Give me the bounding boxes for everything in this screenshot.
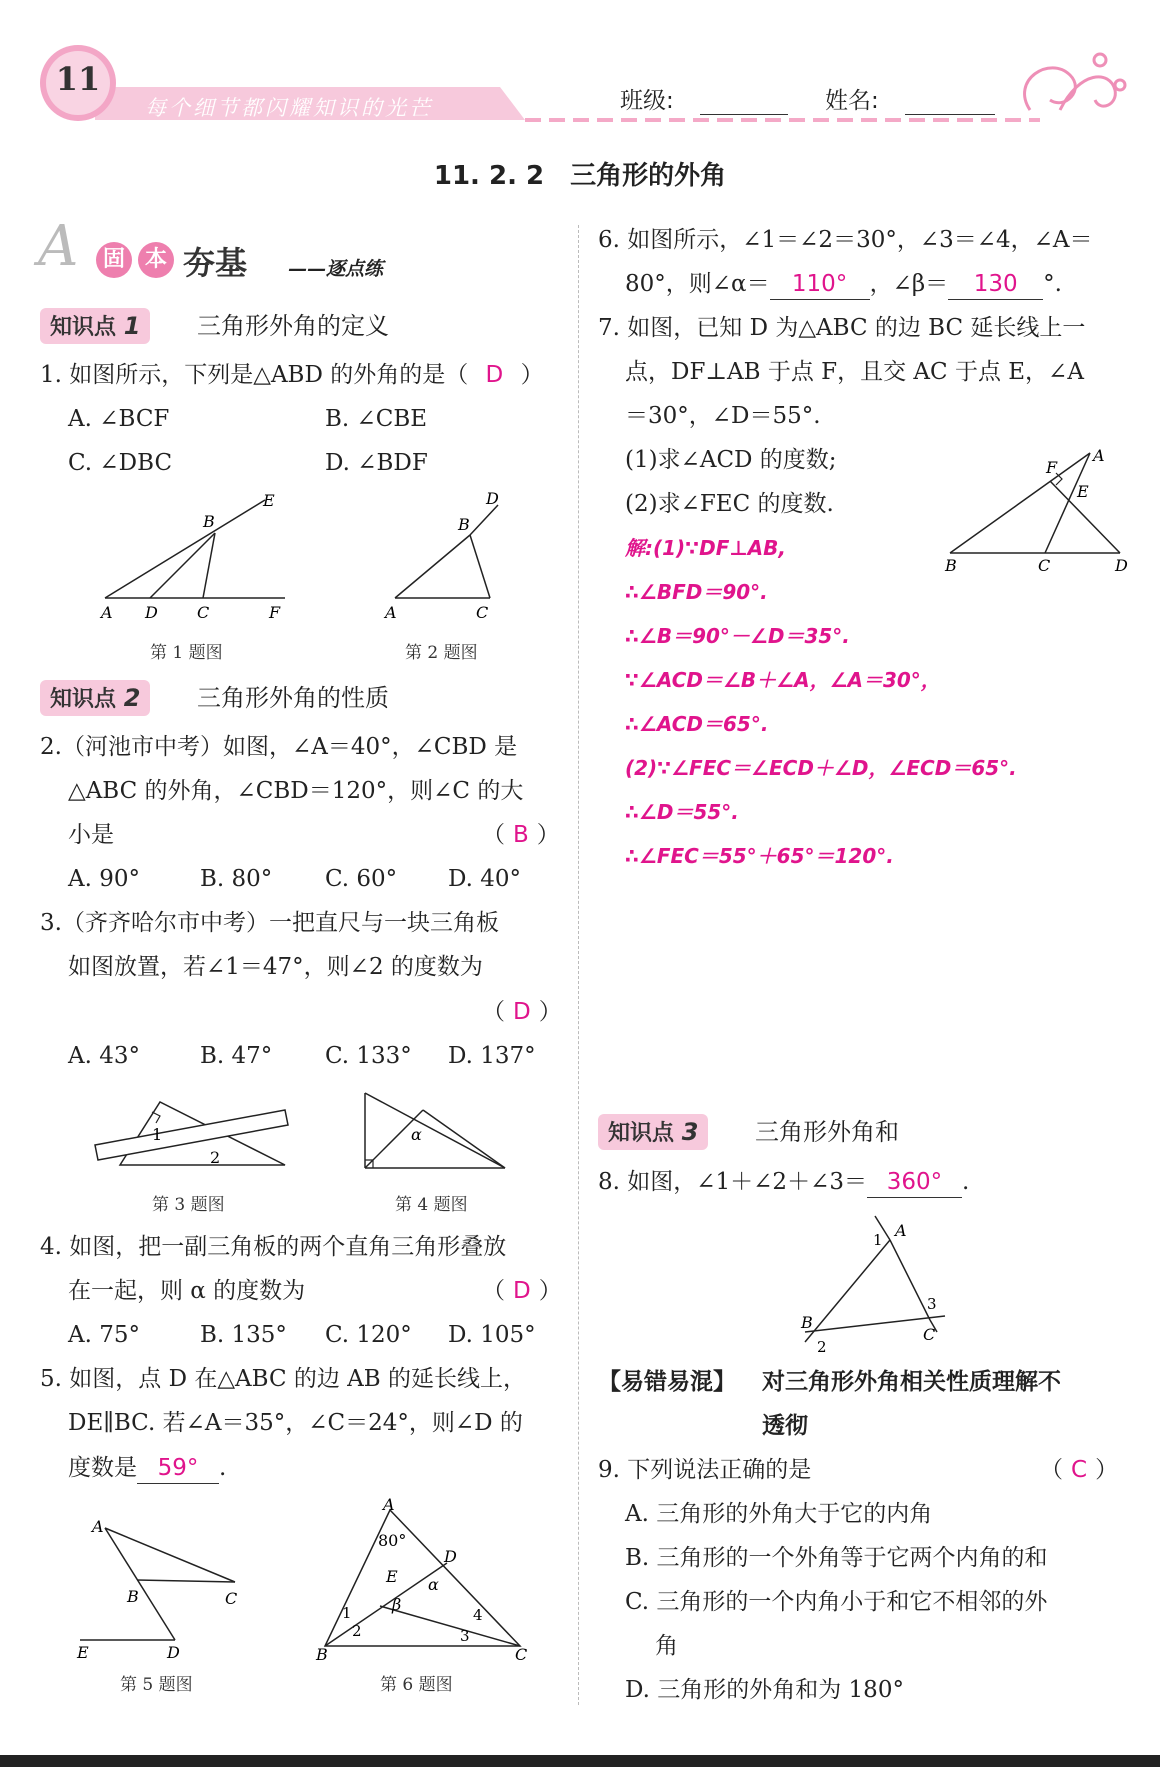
fig8-label-1: 1: [873, 1231, 883, 1249]
q2-option-b: B. 80°: [200, 866, 273, 892]
q4-answer-box: （ D ）: [482, 1278, 562, 1304]
q4-option-b: B. 135°: [200, 1322, 287, 1348]
kp1-title: 三角形外角的定义: [197, 312, 389, 340]
q7-sub1: (1)求∠ACD 的度数;: [625, 447, 837, 473]
q3-option-b: B. 47°: [200, 1043, 273, 1069]
q1-option-d: D. ∠BDF: [325, 450, 428, 476]
fig5-label-c: C: [225, 1589, 238, 1608]
mistake-tag: 【易错易混】: [598, 1369, 736, 1395]
fig3-caption: 第 3 题图: [152, 1195, 225, 1215]
fig6-label-c: C: [515, 1645, 528, 1663]
q4-line1: 4. 如图，把一副三角板的两个直角三角形叠放: [40, 1234, 507, 1260]
section-title: 11. 2. 2 三角形的外角: [433, 161, 727, 191]
q2-line3: 小是: [68, 822, 114, 848]
figure-8: [795, 1212, 955, 1352]
bottom-band: [0, 1755, 1160, 1767]
fig6-label-e: E: [386, 1567, 398, 1586]
fig1-label-e: E: [263, 491, 275, 510]
section-banner: [38, 214, 458, 292]
kp-number: 1: [123, 312, 141, 340]
q9-stem: 9. 下列说法正确的是: [598, 1457, 812, 1483]
page-number: 11: [55, 60, 101, 98]
q9-option-d: D. 三角形的外角和为 180°: [625, 1677, 904, 1703]
name-label: 姓名:: [825, 88, 879, 114]
fig6-label-80: 80°: [378, 1531, 407, 1550]
q5-answer: 59°: [137, 1453, 219, 1484]
q7-solution-line-6: (2)∵∠FEC＝∠ECD＋∠D，∠ECD＝65°.: [625, 756, 1017, 780]
figure-7: [940, 445, 1130, 575]
q6-answer-beta: 130: [948, 269, 1043, 300]
fig1-label-d: D: [145, 603, 158, 622]
fig6-label-2: 2: [352, 1622, 362, 1640]
q4-option-c: C. 120°: [325, 1322, 412, 1348]
mistake-title-line2: 透彻: [762, 1413, 808, 1439]
q7-solution-line-8: ∴∠FEC＝55°＋65°＝120°.: [625, 844, 894, 868]
q7-solution-line-5: ∴∠ACD＝65°.: [625, 712, 769, 736]
q2-answer-box: （ B ）: [482, 822, 560, 848]
q7-solution-line-4: ∵∠ACD＝∠B＋∠A，∠A＝30°，: [625, 668, 941, 692]
q3-line1: 3.（齐齐哈尔市中考）一把直尺与一块三角板: [40, 910, 499, 936]
q4-option-a: A. 75°: [68, 1322, 140, 1348]
banner-text: 夯基: [183, 244, 248, 282]
figure-5: [75, 1510, 250, 1660]
q7-solution-line-3: ∴∠B＝90°－∠D＝35°.: [625, 624, 850, 648]
q3-option-d: D. 137°: [448, 1043, 536, 1069]
q9-option-c-cont: 角: [655, 1633, 678, 1659]
q6-line1: 6. 如图所示，∠1＝∠2＝30°，∠3＝∠4，∠A＝: [598, 227, 1093, 253]
q1-option-b: B. ∠CBE: [325, 406, 428, 432]
q7-line3: ＝30°，∠D＝55°.: [625, 403, 821, 429]
knowledge-point-1-badge: [40, 308, 150, 344]
fig2-caption: 第 2 题图: [405, 643, 478, 663]
kp3-title: 三角形外角和: [755, 1118, 899, 1146]
figure-6: [310, 1498, 535, 1663]
fig5-label-b: B: [127, 1587, 139, 1606]
fig8-label-c: C: [923, 1325, 936, 1344]
fig3-label-1: 1: [152, 1125, 163, 1144]
q2-option-d: D. 40°: [448, 866, 522, 892]
class-field[interactable]: [700, 114, 788, 115]
header-motto: 每个细节都闪耀知识的光芒: [145, 96, 433, 120]
q9-option-a: A. 三角形的外角大于它的内角: [625, 1501, 933, 1527]
q3-option-a: A. 43°: [68, 1043, 140, 1069]
fig6-label-4: 4: [473, 1606, 483, 1624]
q3-option-c: C. 133°: [325, 1043, 412, 1069]
q1-stem: 1. 如图所示，下列是△ABD 的外角的是（ D ）: [40, 362, 544, 388]
fig8-label-3: 3: [927, 1295, 937, 1313]
fig6-label-3: 3: [460, 1627, 470, 1645]
q5-line1: 5. 如图，点 D 在△ABC 的边 AB 的延长线上，: [40, 1366, 526, 1392]
fig7-label-a: A: [1093, 446, 1105, 465]
fig6-label-1: 1: [342, 1604, 352, 1622]
q2-option-c: C. 60°: [325, 866, 398, 892]
mistake-title-line1: 对三角形外角相关性质理解不: [762, 1369, 1061, 1395]
q7-line2: 点，DF⊥AB 于点 F，且交 AC 于点 E，∠A: [625, 359, 1084, 385]
kp-label: 知识点: [50, 315, 117, 340]
q9-option-c: C. 三角形的一个内角小于和它不相邻的外: [625, 1589, 1048, 1615]
fig6-label-a: A: [383, 1498, 395, 1514]
knowledge-point-3-badge: 知识点 3: [598, 1114, 708, 1150]
fig5-label-d: D: [167, 1643, 180, 1660]
fig6-label-beta: β: [392, 1595, 402, 1614]
q2-answer: B: [513, 822, 529, 848]
figure-4: [355, 1088, 515, 1173]
knowledge-point-2-badge: 知识点 2: [40, 680, 150, 716]
fig7-label-d: D: [1115, 556, 1128, 575]
q1-answer: D: [485, 362, 504, 388]
flourish-icon: [1025, 54, 1125, 110]
header: [0, 40, 1160, 130]
figure-2: [380, 490, 520, 625]
fig6-caption: 第 6 题图: [380, 1675, 453, 1695]
q7-line1: 7. 如图，已知 D 为△ABC 的边 BC 延长线上一: [598, 315, 1086, 341]
fig6-label-alpha: α: [428, 1575, 439, 1594]
banner-char-2: 本: [138, 242, 174, 278]
q8-answer: 360°: [867, 1167, 962, 1198]
fig7-label-f: F: [1046, 458, 1058, 477]
q2-option-a: A. 90°: [68, 866, 140, 892]
fig1-label-c: C: [197, 603, 210, 622]
fig1-caption: 第 1 题图: [150, 643, 223, 663]
fig2-label-c: C: [476, 603, 489, 622]
q4-option-d: D. 105°: [448, 1322, 536, 1348]
fig7-label-c: C: [1038, 556, 1051, 575]
banner-sub: ——逐点练: [288, 258, 384, 280]
figure-1: [95, 490, 295, 625]
kp2-title: 三角形外角的性质: [197, 684, 389, 712]
q5-line2: DE∥BC. 若∠A＝35°，∠C＝24°，则∠D 的: [68, 1410, 523, 1436]
fig1-label-b: B: [203, 512, 215, 531]
fig8-label-a: A: [895, 1221, 907, 1240]
fig2-label-d: D: [486, 490, 499, 508]
q9-answer: C: [1071, 1457, 1088, 1483]
q4-answer: D: [513, 1278, 531, 1304]
q3-answer: D: [513, 999, 531, 1025]
q7-solution-line-1: 解:(1)∵DF⊥AB,: [625, 536, 786, 560]
q3-answer-box: （ D ）: [482, 999, 562, 1025]
q8-stem: 8. 如图，∠1＋∠2＋∠3＝ 360° .: [598, 1160, 969, 1204]
fig4-caption: 第 4 题图: [395, 1195, 468, 1215]
q7-solution-line-2: ∴∠BFD＝90°.: [625, 580, 768, 604]
q2-line2: △ABC 的外角，∠CBD＝120°，则∠C 的大: [68, 778, 524, 804]
q7-sub2: (2)求∠FEC 的度数.: [625, 491, 834, 517]
fig5-label-e: E: [77, 1643, 89, 1660]
q6-answer-alpha: 110°: [770, 269, 870, 300]
name-field[interactable]: [905, 114, 995, 115]
q7-solution-line-7: ∴∠D＝55°.: [625, 800, 739, 824]
q5-line3: 度数是 59° .: [68, 1446, 226, 1490]
fig6-label-b: B: [316, 1645, 328, 1663]
fig8-label-2: 2: [817, 1338, 827, 1352]
fig1-label-f: F: [269, 603, 281, 622]
fig5-label-a: A: [92, 1517, 104, 1536]
q6-line2: 80°，则∠α＝ 110° ，∠β＝ 130 °.: [625, 262, 1062, 306]
q4-line2: 在一起，则 α 的度数为: [68, 1278, 306, 1304]
fig7-label-e: E: [1077, 482, 1089, 501]
q1-option-a: A. ∠BCF: [68, 406, 170, 432]
fig1-label-a: A: [101, 603, 113, 622]
q2-line1: 2.（河池市中考）如图，∠A＝40°，∠CBD 是: [40, 734, 518, 760]
q1-option-c: C. ∠DBC: [68, 450, 173, 476]
q9-option-b: B. 三角形的一个外角等于它两个内角的和: [625, 1545, 1048, 1571]
fig2-label-a: A: [385, 603, 397, 622]
fig6-label-d: D: [444, 1547, 457, 1566]
figure-3: [90, 1090, 295, 1170]
fig7-label-b: B: [945, 556, 957, 575]
banner-letter: A: [38, 214, 79, 279]
fig2-label-b: B: [458, 515, 470, 534]
banner-char-1: 固: [96, 242, 132, 278]
q3-line2: 如图放置，若∠1＝47°，则∠2 的度数为: [68, 954, 483, 980]
fig5-caption: 第 5 题图: [120, 1675, 193, 1695]
column-divider: [578, 225, 579, 1705]
q9-answer-box: （ C ）: [1040, 1457, 1119, 1483]
class-label: 班级:: [620, 88, 674, 114]
fig4-label-alpha: α: [411, 1125, 422, 1144]
fig3-label-2: 2: [210, 1148, 221, 1167]
fig8-label-b: B: [801, 1313, 813, 1332]
